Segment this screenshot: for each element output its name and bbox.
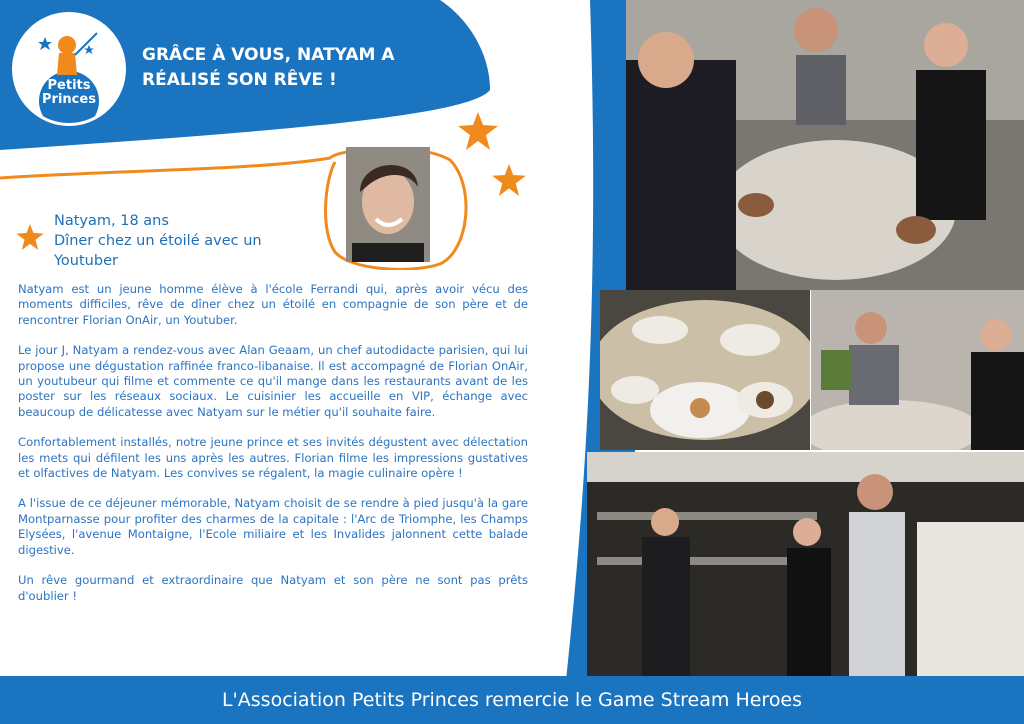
headline — [142, 43, 442, 93]
paragraph: Le jour J, Natyam a rendez-vous avec Alan Geaam, un chef autodidacte parisien, qui lui propose une dégustation raffinée franco-libanaise. Il est accompagné de Florian OnAir, un youtubeur qui filme et commente ce qu'il mange dans les restaurants avant de les poster sur les réseaux sociaux. Le cuisinier les accueille en VIP, échange avec beaucoup de délicatesse avec Natyam sur le métier qu'il souhaite faire. — [18, 343, 528, 419]
headline-line-1: GRÂCE À VOUS, NATYAM A — [142, 45, 395, 65]
star-icon — [458, 112, 498, 150]
photo-kitchen — [587, 452, 1024, 676]
headline-line-2: RÉALISÉ SON RÊVE ! — [142, 70, 337, 90]
footer-thanks: L'Association Petits Princes remercie le Game Stream Heroes — [0, 676, 1024, 724]
paragraph: Confortablement installés, notre jeune prince et ses invités dégustent avec délectation les mets qui défilent les uns après les autres. Florian filme les impressions gustatives et olfactives de Natyam. Les convives se régalent, la magie culinaire opère ! — [18, 435, 528, 481]
wish-line-2: Youtuber — [54, 253, 118, 269]
star-icon — [16, 224, 44, 250]
logo-text-princes: Princes — [42, 92, 96, 107]
profile-subtitle — [54, 211, 314, 271]
photo-dishes — [600, 290, 810, 450]
paragraph: Un rêve gourmand et extraordinaire que Natyam et son père ne sont pas prêts d'oublier ! — [18, 573, 528, 603]
association-logo — [12, 12, 126, 126]
photo-toast — [626, 0, 1024, 290]
paragraph: Natyam est un jeune homme élève à l'école Ferrandi qui, après avoir vécu des moments difficiles, rêve de dîner chez un étoilé en compagnie de son père et de rencontrer Florian OnAir, un Youtuber. — [18, 282, 528, 327]
name-age: Natyam, 18 ans — [54, 213, 169, 229]
logo-text-petits: Petits — [47, 78, 91, 93]
story-text — [18, 282, 528, 619]
paragraph: A l'issue de ce déjeuner mémorable, Natyam choisit de se rendre à pied jusqu'à la gare Montparnasse pour profiter des charmes de la capitale : l'Arc de Triomphe, les Champs Elysées, l'avenue Montaigne, l'Ecole miliaire et les Invalides jalonnent cette balade digestive. — [18, 496, 528, 557]
wish-line-1: Dîner chez un étoilé avec un — [54, 233, 262, 249]
photo-interview — [811, 290, 1024, 450]
star-icon — [492, 164, 526, 196]
profile-photo — [346, 147, 430, 262]
